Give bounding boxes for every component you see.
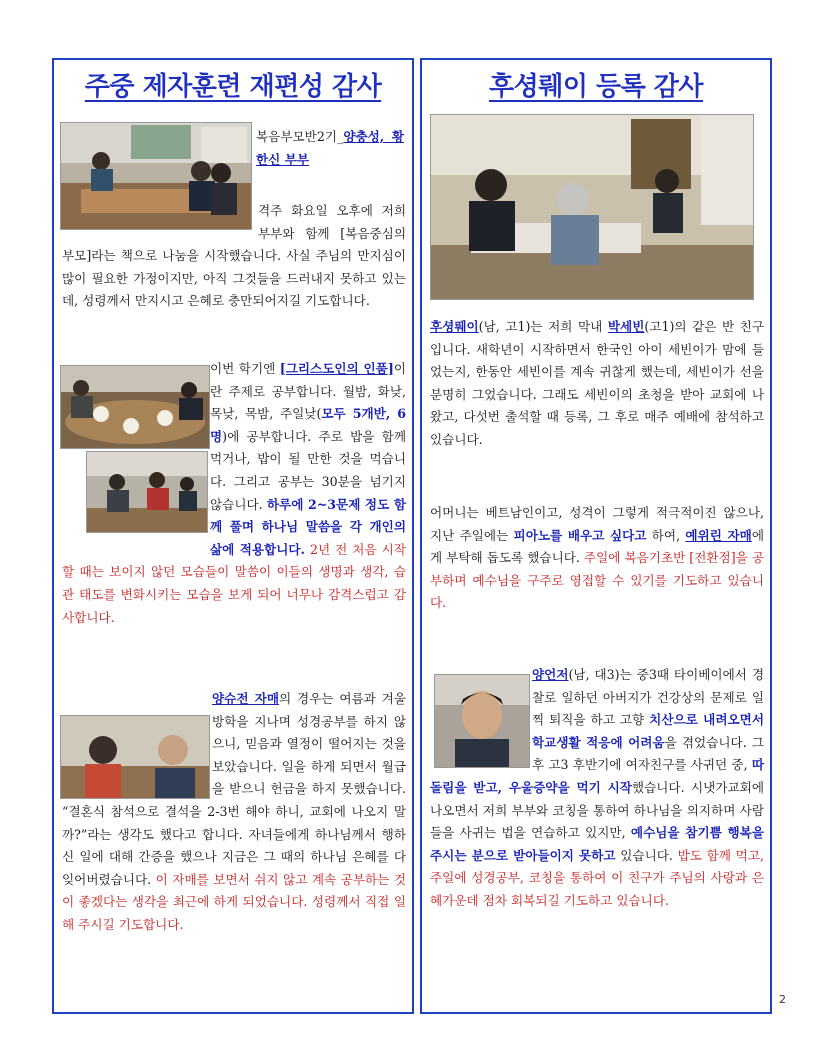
r2-red-text: 주일에 복음기초반 [전환점]을 공부하며 예수님을 구주로 영접할 수 있기를 기도하고 있습니다. [430,550,764,611]
right-paragraph-2 [430,502,764,615]
left-paragraph-2 [62,358,406,629]
r2-text-a: 어머니는 베트남인이고, 성격이 그렇게 적극적이진 않으나, 지난 주일에는 [430,505,764,543]
r2-text-e: 에게 부탁해 돕도록 했습니다. [430,527,765,566]
class-label: 복음부모반2기_ [256,129,344,144]
r3-faith: 예수님을 참기쁨 행복을 주시는 분으로 받아들이지 못하고 [430,825,764,863]
r2-text-c: 하여, [646,527,686,543]
r3-name: 양언저 [532,667,569,682]
left-paragraph-1 [62,200,406,313]
p2-red-text: 2년 전 처음 시작할 때는 보이지 않던 모습들이 말씀이 이들의 생명과 생각, 습관 태도를 변화시키는 모습을 보게 되어 너무나 감격스럽고 감사합니다. [62,541,406,625]
r3-depression: 따돌림을 받고, 우울증약을 먹기 시작 [430,757,764,795]
r3-text-a: (남, 대3)는 중3때 타이베이에서 경찰로 일하던 아버지가 건강상의 문제로 일찍 퇴직을 하고 고향 [532,667,764,728]
r3-red-text: 밥도 함께 먹고, 주일에 성경공부, 코칭을 통하여 이 친구가 주님의 사랑과 은혜가운데 점차 회복되길 기도하고 있습니다. [430,847,764,908]
r3-text-g: 있습니다. [615,847,673,863]
r3-struggle: 치산으로 내려오면서 학교생활 적응에 어려움 [532,712,765,750]
left-title: 주중 제자훈련 재편성 감사 [84,72,382,102]
p2-class-count: 모두 5개반, 6명 [210,406,406,444]
float-spacer [62,358,210,542]
photo-meal-room [430,114,754,300]
p2-topic: [그리스도인의 인품] [279,361,394,376]
p3-text-a: 의 경우는 여름과 겨울방학을 지나며 성경공부를 하지 않으니, 믿음과 열정이 떨어지는 것을 보았습니다. 일을 하게 되면서 월급을 받으니 헌금을 하지 못했습니다. “결혼식 참석으로 결석을 2-3번 해야 하니, 교회에 나오지 말까?”라는 생각도 했다고 합니다. 자녀들에게 하나님께서 행하신 일에 대해 간증을 했으나 지금은 그 때의 하나님 은혜를 다 잊어버렸습니다. [62,691,407,887]
p2-highlight: 하루에 2~3문제 정도 함께 풀며 하나님 말씀을 각 개인의 삶에 적용합니다. [210,496,407,557]
left-paragraph-1a [256,126,404,171]
r2-helper-name: 예위린 자매 [685,527,752,543]
paragraph-1-text: 격주 화요일 오후에 저희 부부와 함께 [복음중심의 부모]라는 책으로 나눔을 시작했습니다. 사실 주님의 만지심이 많이 필요한 가정이지만, 아직 그것들을 드러내지 못하고 있는데, 성령께서 만지시고 은혜로 충만되어지길 기도합니다. [62,203,406,309]
p2-text-e: )에 공부합니다. 주로 밥을 함께 먹거나, 밥이 될 만한 것을 먹습니다. 그리고 공부는 30분을 넘기지 않습니다. [210,428,406,512]
p2-text-a: 이번 학기엔 [210,361,280,376]
left-paragraph-3 [62,688,406,937]
left-article [52,58,414,1014]
float-spacer [62,710,212,800]
student-name: 후셩뤠이 [430,319,479,334]
r1-text-a: (남, 고1)는 저희 막내 [478,319,608,334]
p2-text-c: 이란 주제로 공부합니다. 월밤, 화낮, 목낮, 목밤, 주일낮( [210,361,406,422]
float-spacer [62,200,258,244]
page-number: 2 [779,993,786,1006]
r3-text-e: 했습니다. 시냇가교회에 나오면서 저희 부부와 코칭을 통하여 하나님을 의지하며 사람들을 사귀는 법을 연습하고 있지만, [430,779,764,841]
p3-name: 양슈전 자매 [212,691,280,706]
p3-red-text: 이 자매를 보면서 쉬지 않고 계속 공부하는 것이 좋겠다는 생각을 최근에 하게 되었습니다. 성령께서 직접 일해 주시길 기도합니다. [62,871,406,932]
r3-text-c: 을 겪었습니다. 그후 고3 후반기에 여자친구를 사귀던 중, [532,734,764,773]
son-name: 박세빈 [607,319,645,334]
float-spacer [430,664,532,774]
right-title: 후셩뤠이 등록 감사 [488,72,704,102]
r1-text-b: (고1)의 같은 반 친구입니다. 새학년이 시작하면서 한국인 아이 세빈이가 맘에 들었는지, 한동안 세빈이를 계속 귀찮게 했는데, 세빈이가 선을 분명히 그었습니다. 그래도 세빈이의 초청을 받아 교회에 나왔고, 다섯번 출석할 때 등록, 그 후로 매주 예배에 참석하고 있습니다. [430,319,764,447]
right-article [420,58,772,1014]
couple-names: 양충성, 황한신 부부 [256,129,404,167]
right-paragraph-3 [430,664,764,913]
r2-piano: 피아노를 배우고 싶다고 [513,527,647,543]
right-paragraph-1 [430,316,764,452]
